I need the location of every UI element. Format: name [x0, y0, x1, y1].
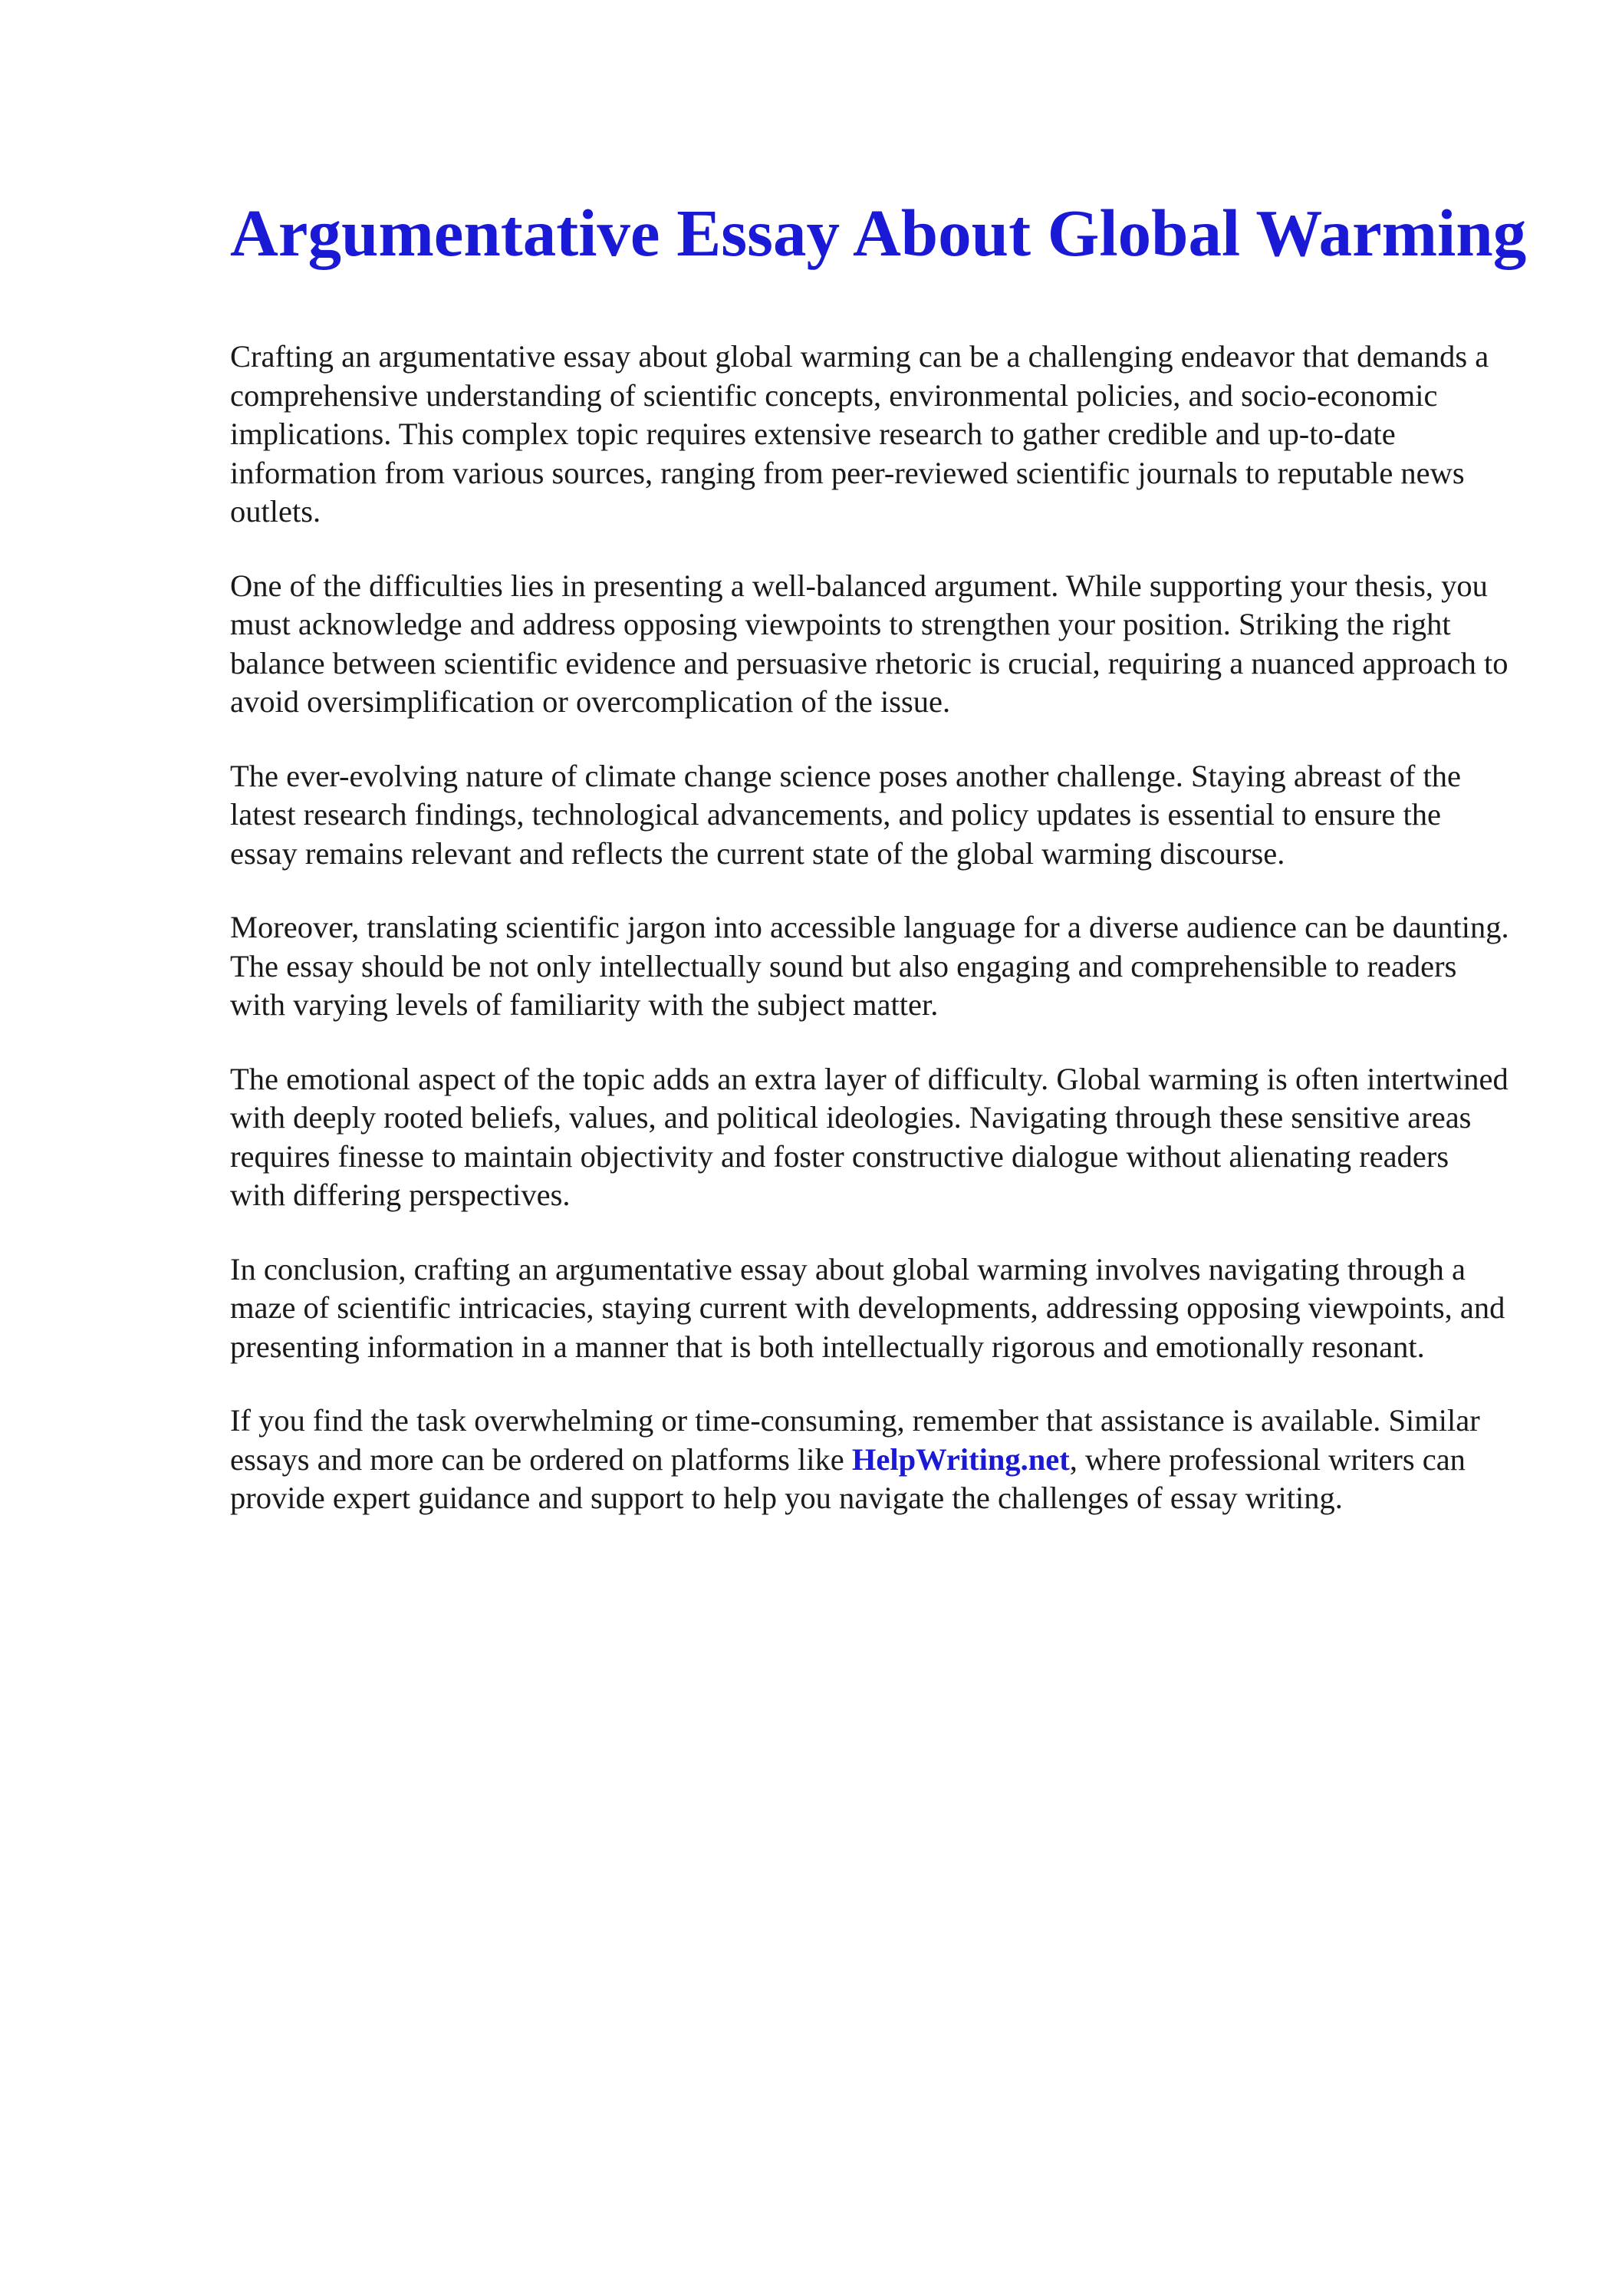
paragraph-balance: One of the difficulties lies in presenting a well-balanced argument. While supporting your thesis, you must acknowledge and address opposing viewpoints to strengthen your position. Striking the right balance between scientific evidence and persuasive rhetoric is crucial, requiring a nuanced approach to avoid oversimplification or overcomplication of the issue. — [230, 568, 1508, 719]
paragraph-conclusion: In conclusion, crafting an argumentative essay about global warming involves navigating through a maze of scientific intricacies, staying current with developments, addressing opposing viewpoints, and presenting information in a manner that is both intellectually rigorous and emotionally resonant. — [230, 1251, 1505, 1364]
paragraph-emotional-aspect: The emotional aspect of the topic adds an extra layer of difficulty. Global warming is often intertwined with deeply rooted beliefs, values, and political ideologies. Navigating through these sensitive areas requires finesse to maintain objectivity and foster constructive dialogue without alienating readers with differing perspectives. — [230, 1061, 1508, 1212]
paragraph-jargon: Moreover, translating scientific jargon into accessible language for a diverse audience can be daunting. The essay should be not only intellectually sound but also engaging and comprehensible to readers with varying levels of familiarity with the subject matter. — [230, 910, 1509, 1022]
closing-text-after-link: , where professional writers can provide expert guidance and support to help you navigate the challenges of essay writing. — [230, 1441, 1466, 1515]
closing-text-before-link: If you find the task overwhelming or time-consuming, remember that assistance is available. Similar essays and more can be ordered on platforms like — [230, 1403, 1480, 1477]
helpwriting-link[interactable]: HelpWriting.net — [851, 1441, 1070, 1477]
paragraph-closing — [230, 1402, 1511, 1518]
paragraph-evolving-science: The ever-evolving nature of climate change science poses another challenge. Staying abreast of the latest research findings, technological advancements, and policy updates is essential to ensure the essay remains relevant and reflects the current state of the global warming discourse. — [230, 758, 1462, 871]
document-title: Argumentative Essay About Global Warming — [230, 196, 1527, 270]
paragraph-intro: Crafting an argumentative essay about global warming can be a challenging endeavor that demands a comprehensive understanding of scientific concepts, environmental policies, and socio-economic implications. This complex topic requires extensive research to gather credible and up-to-date information from various sources, ranging from peer-reviewed scientific journals to reputable news outlets. — [230, 339, 1489, 529]
document-body — [230, 338, 1511, 1553]
